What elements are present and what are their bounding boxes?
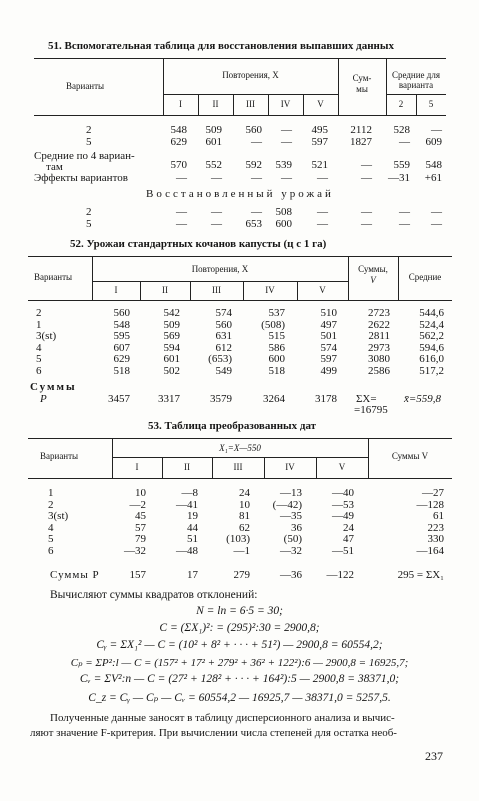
t51-cell: 539 xyxy=(275,159,292,171)
t51-cell: 1827 xyxy=(350,136,372,148)
t51-cell: — xyxy=(176,172,187,184)
t52-row-label: 6 xyxy=(36,365,42,377)
t52-cell: 2622 xyxy=(368,318,390,331)
t52-cell: 544,6 xyxy=(419,307,444,319)
t51-cell: — xyxy=(399,206,410,218)
formula-cy: Cᵧ = ΣX₁² — C = (10² + 8² + · · · + 51²) — 2900,8 = 60554,2; xyxy=(96,639,383,651)
t52-rep-1: I xyxy=(114,285,118,295)
t52-header-variants: Варианты xyxy=(34,272,73,282)
t51-cell: — xyxy=(176,206,187,218)
t53-sum: —36 xyxy=(280,569,302,581)
t52-p-value: 3178 xyxy=(315,393,337,405)
t53-sum: 157 xyxy=(129,569,146,581)
t51-cell: — xyxy=(211,206,222,218)
t51-rep-2: II xyxy=(212,99,219,109)
t52-cell: 524,4 xyxy=(419,318,444,331)
page-number: 237 xyxy=(425,749,443,763)
t52-cell: 518 xyxy=(268,365,285,377)
t53-cell: —49 xyxy=(332,510,354,523)
t52-cell: 2723 xyxy=(368,307,390,319)
t53-sum: 279 xyxy=(233,569,250,581)
t51-cell: — xyxy=(317,172,328,184)
t51-cell: 601 xyxy=(205,136,222,148)
t51-cell: — xyxy=(361,206,372,218)
t51-cell: 609 xyxy=(425,136,442,148)
t51-cell: — xyxy=(176,218,187,230)
t52-cell: 612 xyxy=(215,341,232,354)
t53-cell: —128 xyxy=(416,498,444,511)
t51-cell: — xyxy=(361,218,372,230)
t52-cell: 537 xyxy=(268,307,285,319)
t51-cell: — xyxy=(317,218,328,230)
t51-restored-title: Восстановленный урожай xyxy=(146,188,334,200)
table-51-title: 51. Вспомогательная таблица для восстановления выпавших данных xyxy=(48,40,394,52)
t52-sum-total-2: =16795 xyxy=(354,404,388,416)
t53-row-label: 2 xyxy=(48,498,54,511)
t52-cell: 502 xyxy=(163,365,180,377)
t53-cell: 24 xyxy=(239,487,250,499)
t53-cell: —40 xyxy=(332,487,354,499)
t52-cell: 3080 xyxy=(368,353,390,366)
t52-cell: 601 xyxy=(163,353,180,366)
t52-cell: 501 xyxy=(320,330,337,343)
t53-cell: —41 xyxy=(176,498,198,511)
t52-p-value: 3317 xyxy=(158,393,180,405)
t52-p-value: 3264 xyxy=(263,393,285,405)
t52-p-value: 3579 xyxy=(210,393,232,405)
t53-cell: —53 xyxy=(332,498,354,511)
t51-cell: 552 xyxy=(205,159,222,171)
t52-cell: 548 xyxy=(113,318,130,331)
t53-sum-total: 295 = ΣX₁ xyxy=(397,569,444,581)
t52-row-label: 5 xyxy=(36,353,42,366)
t53-cell: 62 xyxy=(239,521,250,534)
t52-header-sums-1: Суммы, xyxy=(358,264,388,274)
t51-cell: — xyxy=(251,172,262,184)
t53-row-label: 6 xyxy=(48,545,54,557)
t53-rep-3: III xyxy=(233,462,243,472)
t52-cell: 629 xyxy=(113,353,130,366)
t53-cell: (103) xyxy=(226,533,250,546)
t52-rep-4: IV xyxy=(265,285,275,295)
t53-cell: —1 xyxy=(233,545,250,557)
t53-cell: 51 xyxy=(187,533,198,546)
t52-cell: (508) xyxy=(261,318,285,331)
t51-cell: 495 xyxy=(311,124,328,136)
t52-cell: 560 xyxy=(113,307,130,319)
t53-rep-5: V xyxy=(338,462,346,472)
t51-header-sums-2: мы xyxy=(356,84,368,94)
t51-cell: — xyxy=(431,206,442,218)
t53-sum: 17 xyxy=(187,569,198,581)
t51-header-sums-1: Сум- xyxy=(352,73,372,83)
t53-cell: 79 xyxy=(135,533,146,546)
paragraph-line-1: Полученные данные заносят в таблицу дисперсионного анализа и вычис- xyxy=(50,712,395,724)
t51-effects-label: Эффекты вариантов xyxy=(34,172,128,184)
formula-cz: C_z = Cᵧ — Cₚ — Cᵥ = 60554,2 — 16925,7 — 38371,0 = 5257,5. xyxy=(88,692,391,704)
t53-cell: —51 xyxy=(332,545,354,557)
t52-cell: 2973 xyxy=(368,341,390,354)
t52-cell: 607 xyxy=(113,341,130,354)
t52-cell: 542 xyxy=(163,307,180,319)
t51-cell: 548 xyxy=(425,159,442,171)
t51-cell: — xyxy=(281,136,292,148)
t51-cell: — xyxy=(251,136,262,148)
t52-cell: 574 xyxy=(320,341,337,354)
t52-cell: 631 xyxy=(215,330,232,343)
t53-cell: 330 xyxy=(427,533,444,546)
t52-cell: 2586 xyxy=(368,365,390,377)
t52-cell: 594 xyxy=(163,341,180,354)
t53-cell: 10 xyxy=(239,498,250,511)
intro-text: Вычисляют суммы квадратов отклонений: xyxy=(50,589,258,601)
t51-cell: — xyxy=(399,218,410,230)
t53-cell: 223 xyxy=(427,521,444,534)
t53-cell: 44 xyxy=(187,521,198,534)
t53-header-transform: X₁=X—550 xyxy=(219,443,261,453)
t52-cell: 597 xyxy=(320,353,337,366)
t51-rep-3: III xyxy=(246,99,255,109)
t51-cell: 592 xyxy=(245,159,262,171)
t51-cell: 508 xyxy=(275,206,292,218)
t53-cell: —13 xyxy=(280,487,302,499)
t53-cell: 24 xyxy=(343,521,354,534)
t52-rep-2: II xyxy=(162,285,168,295)
t53-cell: —32 xyxy=(280,545,302,557)
t51-cell: — xyxy=(211,218,222,230)
t52-row-label: 1 xyxy=(36,318,42,331)
t52-header-reps: Повторения, X xyxy=(191,264,249,274)
t51-cell: 2112 xyxy=(350,124,372,136)
t51-cell: — xyxy=(281,172,292,184)
t52-cell: 574 xyxy=(215,307,232,319)
t53-cell: 81 xyxy=(239,510,250,523)
t53-sum: —122 xyxy=(326,569,354,581)
t53-cell: —164 xyxy=(416,545,444,557)
t51-row-label: 5 xyxy=(86,218,92,230)
t51-avg-label-1: Средние по 4 вариан- xyxy=(34,150,135,162)
t51-header-means-2: варианта xyxy=(398,80,434,90)
t51-cell: 629 xyxy=(170,136,187,148)
t52-mean-total: x̄=559,8 xyxy=(404,393,442,405)
t53-cell: 10 xyxy=(135,487,146,499)
t52-header-means: Средние xyxy=(408,272,442,282)
t51-cell: — xyxy=(211,172,222,184)
t53-cell: 45 xyxy=(135,510,146,523)
t51-cell: 600 xyxy=(275,218,292,230)
t53-header-sums: Суммы V xyxy=(391,451,429,461)
t51-mean-col-2: 2 xyxy=(398,99,404,109)
t52-cell: 562,2 xyxy=(419,330,444,343)
t51-cell: 509 xyxy=(205,124,222,136)
t51-cell: — xyxy=(281,124,292,136)
t53-cell: —32 xyxy=(124,545,146,557)
t51-cell: — xyxy=(431,218,442,230)
t52-p-value: 3457 xyxy=(108,393,130,405)
t51-cell: — xyxy=(399,136,410,148)
t52-sum-total-1: ΣX= xyxy=(356,393,377,405)
t53-row-label: 4 xyxy=(48,521,54,534)
t52-row-label: 3(st) xyxy=(36,330,57,343)
t51-cell: 570 xyxy=(170,159,187,171)
t52-rep-5: V xyxy=(319,285,326,295)
t53-cell: —27 xyxy=(422,487,444,499)
table-53-title: 53. Таблица преобразованных дат xyxy=(148,420,317,432)
t53-cell: (—42) xyxy=(272,498,302,511)
t51-cell: 548 xyxy=(170,124,187,136)
t53-row-label: 1 xyxy=(48,487,54,499)
formula-c: C = (ΣX₁)²: = (295)²:30 = 2900,8; xyxy=(159,622,320,634)
t53-cell: 36 xyxy=(291,521,302,534)
t52-cell: 569 xyxy=(163,330,180,343)
t52-cell: 510 xyxy=(320,307,337,319)
t52-sums-label: Суммы xyxy=(30,381,77,393)
t52-cell: 594,6 xyxy=(419,341,444,354)
t53-cell: 19 xyxy=(187,510,198,523)
t52-header-sums-2: V xyxy=(370,275,376,285)
t52-cell: 600 xyxy=(268,353,285,366)
t52-cell: 595 xyxy=(113,330,130,343)
formula-cp: Cₚ = ΣP²:l — C = (157² + 17² + 279² + 36² + 122²):6 — 2900,8 = 16925,7; xyxy=(70,657,409,669)
t51-cell: — xyxy=(361,159,372,171)
t53-row-label: 5 xyxy=(48,533,54,546)
t53-cell: —35 xyxy=(280,510,302,523)
t52-cell: 586 xyxy=(268,341,285,354)
t52-cell: 560 xyxy=(215,318,232,331)
t53-sums-label: Суммы P xyxy=(50,569,100,581)
t52-cell: 2811 xyxy=(368,330,390,343)
t51-cell: — xyxy=(431,124,442,136)
t53-cell: (50) xyxy=(283,533,302,546)
t51-row-label: 5 xyxy=(86,136,92,148)
table-52-title: 52. Урожаи стандартных кочанов капусты (ц с 1 га) xyxy=(70,238,327,250)
t52-row-label: 2 xyxy=(36,307,42,319)
t52-p-label: P xyxy=(40,393,47,405)
paragraph-line-2: ляют значение F-критерия. При вычислении числа степеней для остатка необ- xyxy=(30,727,397,739)
t51-cell: — xyxy=(361,172,372,184)
t53-cell: 47 xyxy=(343,533,354,546)
t51-header-means-1: Средние для xyxy=(391,70,441,80)
t53-rep-4: IV xyxy=(285,462,295,472)
t51-rep-4: IV xyxy=(280,99,291,109)
t52-cell: 509 xyxy=(163,318,180,331)
t52-cell: 616,0 xyxy=(419,353,444,366)
t51-cell: — xyxy=(317,206,328,218)
t51-rep-5: V xyxy=(317,99,324,109)
formula-cv: Cᵥ = ΣV²:n — C = (27² + 128² + · · · + 164²):5 — 2900,8 = 38371,0; xyxy=(79,673,400,685)
t52-rep-3: III xyxy=(212,285,221,295)
t53-header-variants: Варианты xyxy=(40,451,79,461)
t53-cell: —2 xyxy=(129,498,146,511)
t51-cell: — xyxy=(251,206,262,218)
t52-cell: 515 xyxy=(268,330,285,343)
t52-cell: 517,2 xyxy=(419,365,444,377)
t53-rep-1: I xyxy=(135,462,139,472)
t51-rep-1: I xyxy=(179,99,182,109)
t53-cell: 57 xyxy=(135,521,146,534)
t51-cell: +61 xyxy=(424,172,442,184)
t51-cell: 560 xyxy=(245,124,262,136)
t53-cell: 61 xyxy=(433,510,444,523)
t51-cell: 597 xyxy=(311,136,328,148)
t52-cell: 497 xyxy=(320,318,337,331)
t51-row-label: 2 xyxy=(86,124,92,136)
t53-cell: —48 xyxy=(176,545,198,557)
t51-header-reps: Повторения, X xyxy=(222,70,279,80)
t52-cell: 499 xyxy=(320,365,337,377)
formula-n: N = ln = 6·5 = 30; xyxy=(196,605,283,617)
t51-row-label: 2 xyxy=(86,206,92,218)
t51-cell: 528 xyxy=(393,124,410,136)
t52-cell: 549 xyxy=(215,365,232,377)
t53-cell: —8 xyxy=(181,487,198,499)
t51-mean-col-5: 5 xyxy=(428,99,434,109)
t52-cell: (653) xyxy=(208,353,232,366)
t52-cell: 518 xyxy=(113,365,130,377)
t51-cell: 559 xyxy=(393,159,410,171)
t51-header-variants: Варианты xyxy=(66,81,105,91)
t53-rep-2: II xyxy=(184,462,190,472)
t51-cell: —31 xyxy=(388,172,410,184)
t51-cell: 521 xyxy=(311,159,328,171)
t51-cell: 653 xyxy=(245,218,262,230)
t52-row-label: 4 xyxy=(36,341,42,354)
t51-avg-label-2: там xyxy=(46,161,63,173)
t53-row-label: 3(st) xyxy=(48,510,69,523)
